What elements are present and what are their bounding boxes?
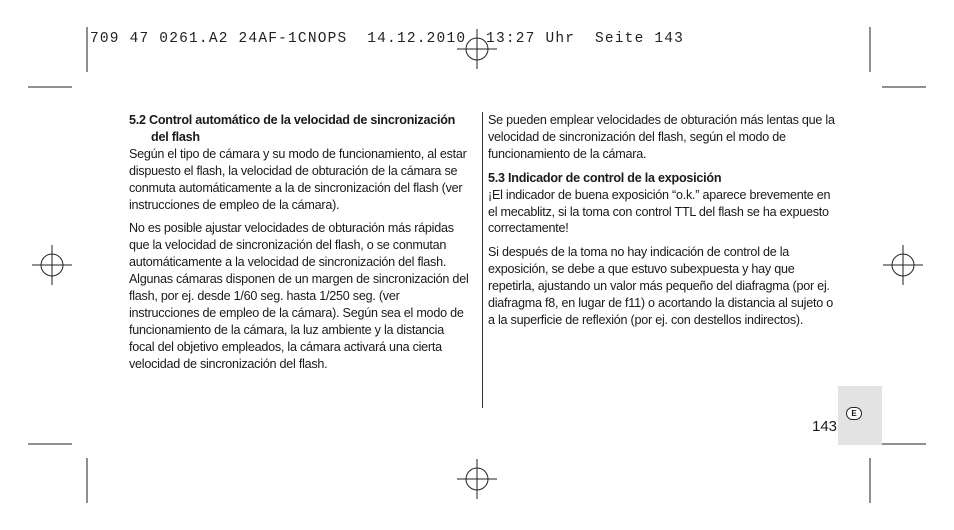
section-heading-5-2: 5.2 Control automático de la velocidad de sincronización del flash [129,113,456,144]
registration-mark-right [883,245,923,285]
column-divider [482,112,483,408]
page-number: 143 [812,418,838,435]
paragraph: ¡El indicador de buena exposición “o.k.” aparece brevemente en el mecablitz, si la toma con control TTL del flash se ha expuesto correctamente! [488,187,831,236]
paragraph: Si después de la toma no hay indicación de control de la exposición, se debe a que estuvo subexpuesta y hay que repetirla, ajustando un valor más pequeño del diafragma (por ej. diafragma f8, en lugar de f11) o acortando la distancia al sujeto o a la superficie de reflexión (por ej. con destellos indirectos). [488,245,833,327]
section-heading-5-3: 5.3 Indicador de control de la exposición [488,170,722,185]
paragraph: No es posible ajustar velocidades de obturación más rápidas que la velocidad de sincronización del flash, o se conmutan automáticamente a la velocidad de sincronización del flash. Algunas cámaras disponen de un margen de sincronización del flash, por ej. desde 1/60 seg. hasta 1/250 seg. (ver instrucciones de empleo de la cámara). Según sea el modo de funcionamiento de la cámara, la luz ambiente y la distancia focal del objetivo empleados, la cámara activará una cierta velocidad de sincronización del flash. [129,221,469,371]
right-column [488,112,836,336]
left-column [129,112,472,380]
registration-mark-left [32,245,72,285]
language-badge: E [846,407,862,420]
print-header: 709 47 0261.A2 24AF-1CNOPS 14.12.2010 13:27 Uhr Seite 143 [90,31,685,47]
paragraph: Se pueden emplear velocidades de obturación más lentas que la velocidad de sincronización del flash, según el modo de funcionamiento de la cámara. [488,113,835,161]
registration-mark-bottom [457,459,497,499]
paragraph: Según el tipo de cámara y su modo de funcionamiento, al estar dispuesto el flash, la velocidad de obturación de la cámara se conmuta automáticamente a la de sincronización del flash (ver instrucciones de empleo de la cámara). [129,146,467,212]
registration-mark-top [457,29,497,69]
